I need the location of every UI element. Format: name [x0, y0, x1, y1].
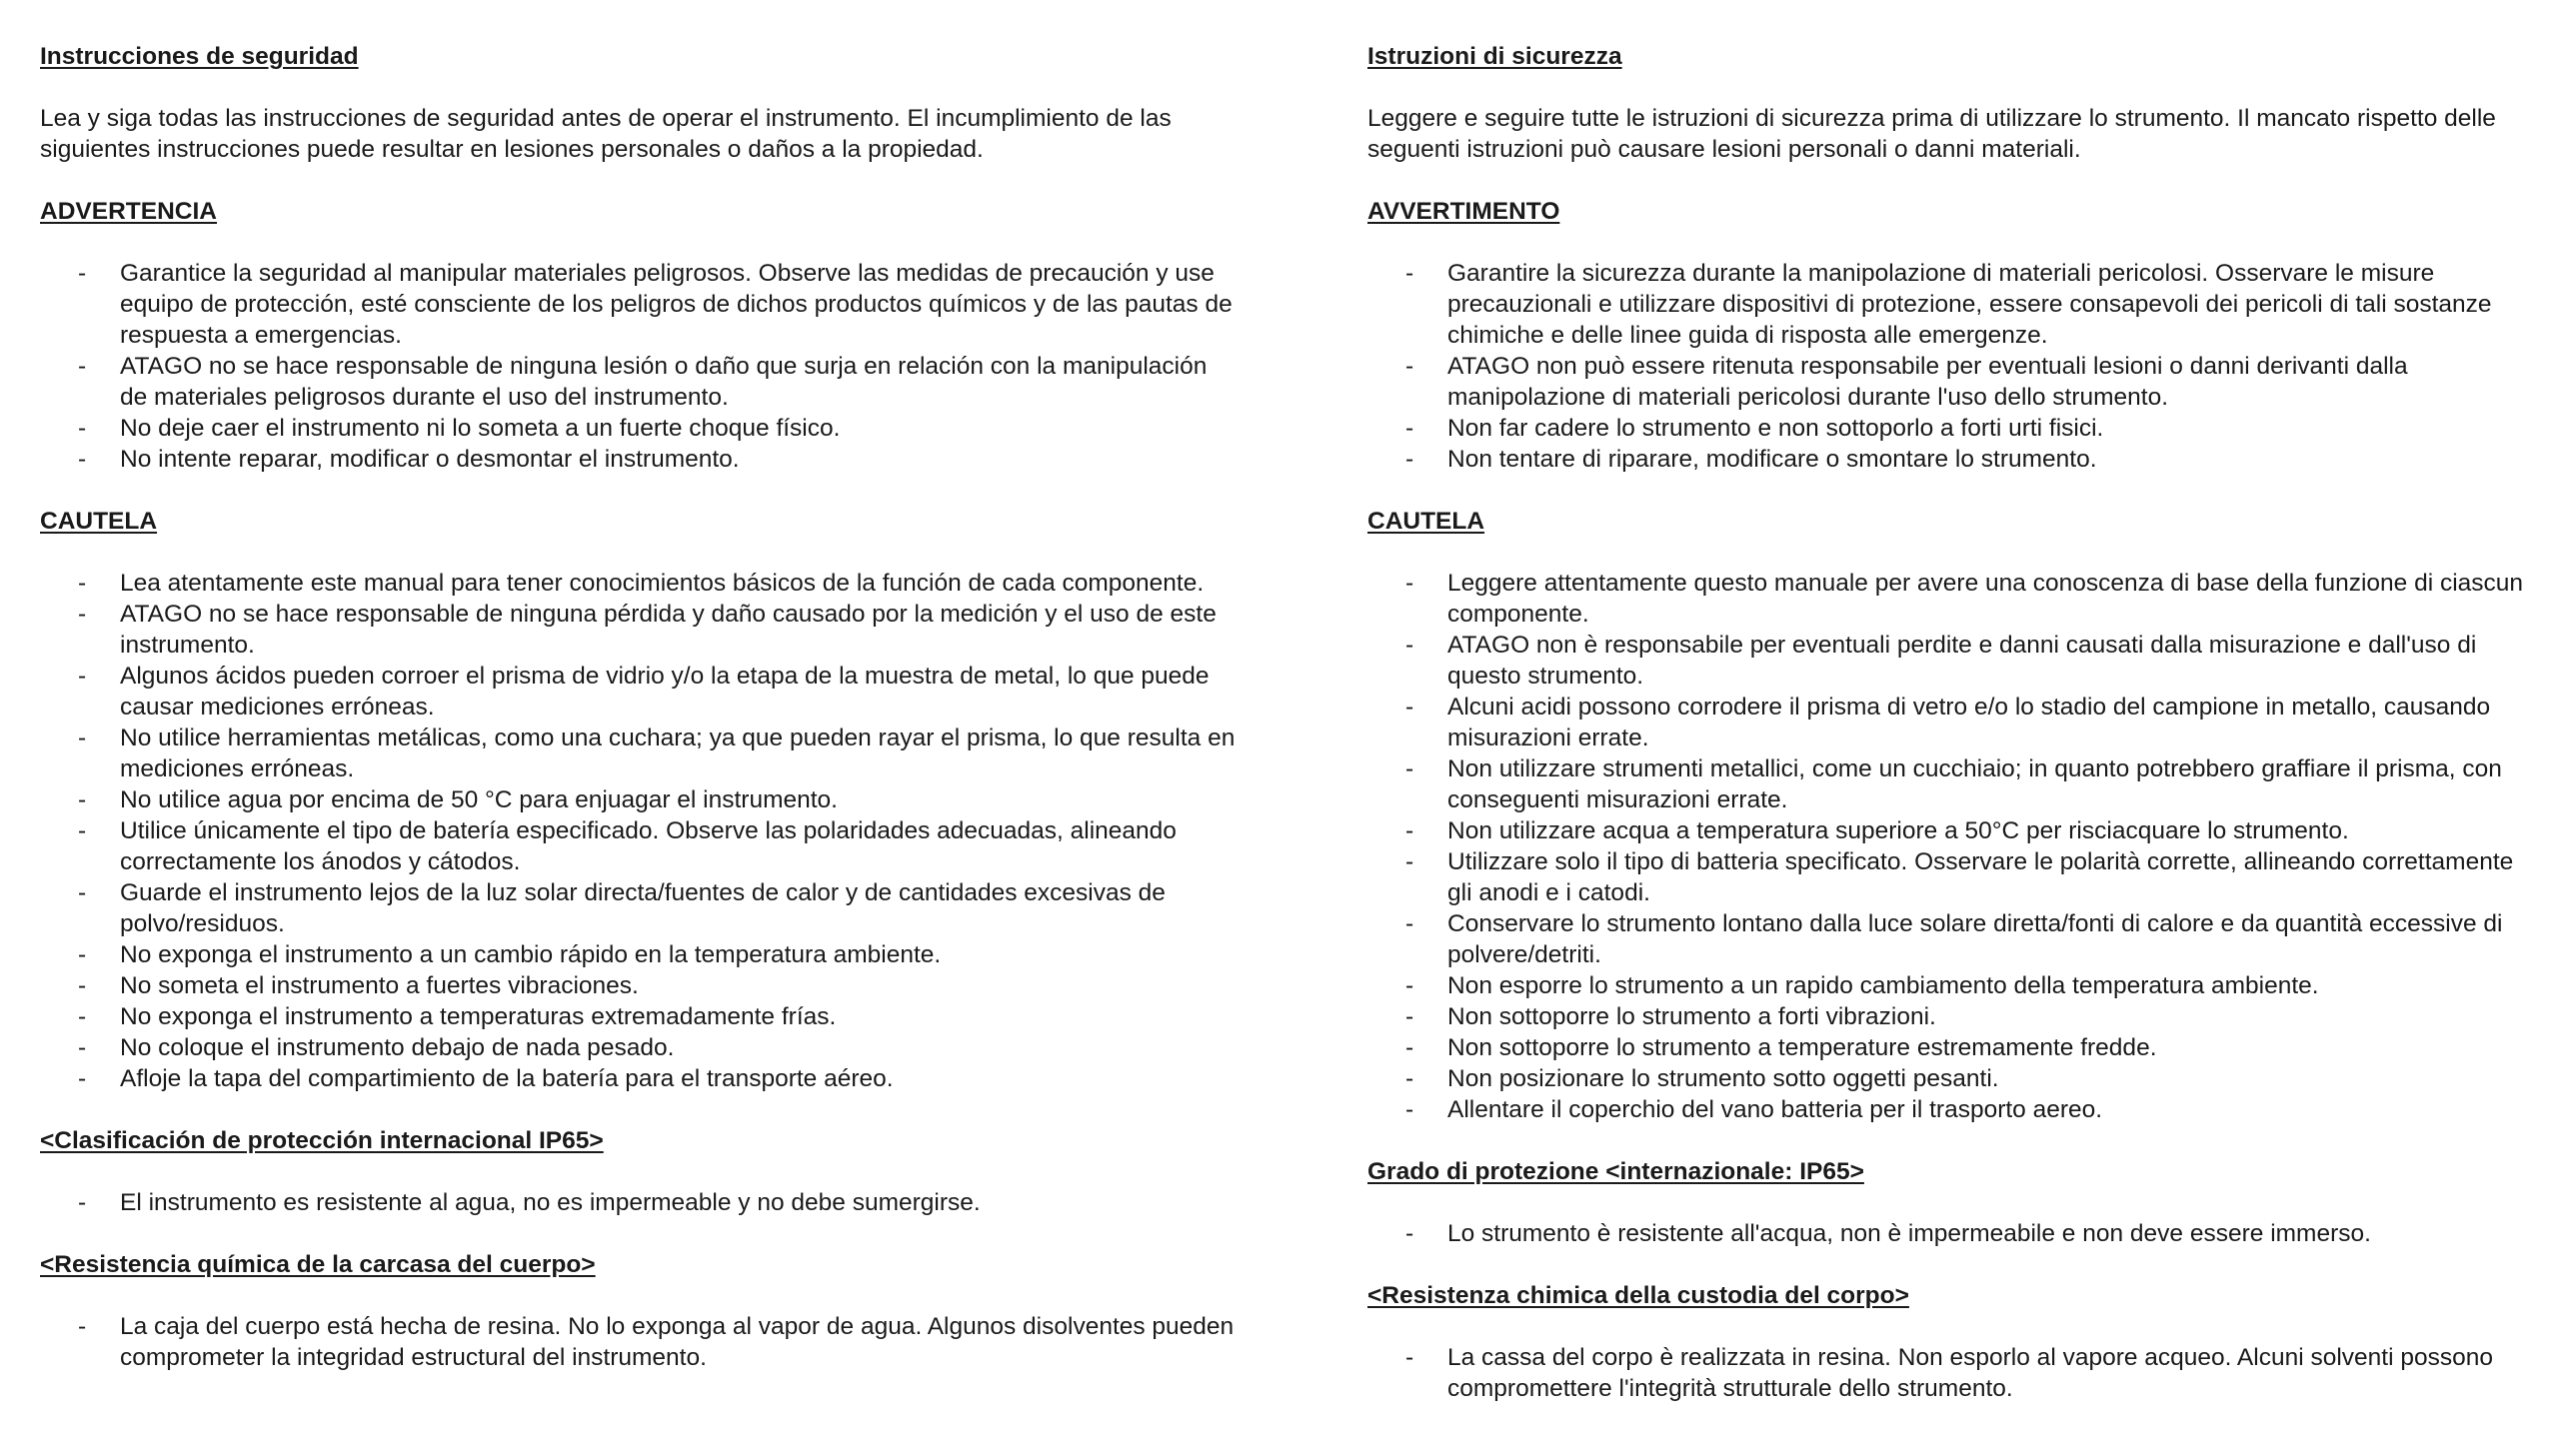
dash-bullet: - — [78, 1003, 87, 1030]
list-item-text: El instrumento es resistente al agua, no es impermeable y no debe sumergirse. — [120, 1189, 981, 1216]
list-item-text: Allentare il coperchio del vano batteria per il trasporto aereo. — [1447, 1096, 2103, 1123]
dash-bullet: - — [1405, 1034, 1414, 1061]
dash-bullet: - — [78, 1034, 87, 1061]
list-item-text: No exponga el instrumento a temperaturas extremadamente frías. — [120, 1003, 837, 1030]
list-item-text: Lo strumento è resistente all'acqua, non è impermeabile e non deve essere immerso. — [1447, 1220, 2371, 1247]
list-item-text: Non utilizzare strumenti metallici, come un cucchiaio; in quanto potrebbero graffiare il prisma, con conseguenti misurazioni errate. — [1447, 755, 2502, 813]
list-item — [1367, 568, 2537, 630]
dash-bullet: - — [78, 415, 87, 442]
list-item-text: ATAGO non può essere ritenuta responsabile per eventuali lesioni o danni derivanti dalla manipolazione di materiali pericolosi durante l'uso dello strumento. — [1447, 353, 2408, 411]
list-item — [40, 939, 1240, 970]
dash-bullet: - — [78, 446, 87, 473]
warning-list — [40, 258, 1240, 475]
list-item — [40, 1187, 1240, 1218]
intro-paragraph: Leggere e seguire tutte le istruzioni di sicurezza prima di utilizzare lo strumento. Il mancato rispetto delle seguenti istruzioni può causare lesioni personali o danni materiali. — [1367, 105, 2496, 163]
spanish-column — [40, 41, 1240, 1373]
list-item-text: La caja del cuerpo está hecha de resina. No lo exponga al vapor de agua. Algunos disolventes pueden comprometer la integridad estructural del instrumento. — [120, 1313, 1235, 1371]
dash-bullet: - — [78, 601, 87, 628]
list-item-text: Alcuni acidi possono corrodere il prisma di vetro e/o lo stadio del campione in metallo, causando misurazioni errate. — [1447, 694, 2491, 751]
warning-list — [1367, 258, 2537, 475]
list-item-text: No utilice agua por encima de 50 °C para enjuagar el instrumento. — [120, 786, 838, 813]
list-item-text: Garantice la seguridad al manipular materiales peligrosos. Observe las medidas de precaución y use equipo de protección, esté consciente de los peligros de dichos productos químicos y de las pautas de respuesta a emergencias. — [120, 260, 1233, 349]
dash-bullet: - — [78, 941, 87, 968]
dash-bullet: - — [1405, 910, 1414, 937]
list-item — [40, 258, 1240, 351]
list-item — [40, 444, 1240, 475]
list-item — [1367, 444, 2537, 475]
list-item-text: No intente reparar, modificar o desmontar el instrumento. — [120, 446, 740, 473]
list-item-text: ATAGO no se hace responsable de ninguna pérdida y daño causado por la medición y el uso de este instrumento. — [120, 601, 1217, 659]
list-item-text: Non utilizzare acqua a temperatura superiore a 50°C per risciacquare lo strumento. — [1447, 817, 2349, 844]
dash-bullet: - — [1405, 755, 1414, 782]
list-item — [1367, 1094, 2537, 1125]
list-item — [1367, 815, 2537, 846]
list-item-text: Guarde el instrumento lejos de la luz solar directa/fuentes de calor y de cantidades excesivas de polvo/residuos. — [120, 879, 1166, 937]
list-item — [1367, 970, 2537, 1001]
list-item — [40, 351, 1240, 413]
list-item — [40, 568, 1240, 599]
caution-heading: CAUTELA — [40, 508, 158, 535]
list-item — [40, 1063, 1240, 1094]
list-item — [1367, 692, 2537, 753]
list-item-text: Conservare lo strumento lontano dalla luce solare diretta/fonti di calore e da quantità eccessive di polvere/detriti. — [1447, 910, 2503, 968]
dash-bullet: - — [78, 1065, 87, 1092]
dash-bullet: - — [1405, 415, 1414, 442]
dash-bullet: - — [1405, 1220, 1414, 1247]
dash-bullet: - — [78, 725, 87, 751]
ip65-list — [40, 1187, 1240, 1218]
ip65-heading: Grado di protezione <internazionale: IP65> — [1367, 1158, 1864, 1185]
list-item — [40, 661, 1240, 723]
list-item — [1367, 258, 2537, 351]
dash-bullet: - — [78, 817, 87, 844]
list-item-text: Non sottoporre lo strumento a forti vibrazioni. — [1447, 1003, 1936, 1030]
chemical-resistance-heading: <Resistenza chimica della custodia del corpo> — [1367, 1282, 1909, 1309]
list-item — [40, 413, 1240, 444]
dash-bullet: - — [78, 972, 87, 999]
list-item-text: No exponga el instrumento a un cambio rápido en la temperatura ambiente. — [120, 941, 942, 968]
dash-bullet: - — [78, 570, 87, 597]
dash-bullet: - — [78, 260, 87, 287]
list-item-text: Garantire la sicurezza durante la manipolazione di materiali pericolosi. Osservare le misure precauzionali e utilizzare dispositivi di protezione, essere consapevoli dei pericoli di tali sostanze chimiche e delle linee guida di risposta alle emergenze. — [1447, 260, 2492, 349]
list-item — [40, 723, 1240, 784]
dash-bullet: - — [1405, 1065, 1414, 1092]
ip65-list — [1367, 1218, 2537, 1249]
list-item-text: Non tentare di riparare, modificare o smontare lo strumento. — [1447, 446, 2097, 473]
intro-paragraph: Lea y siga todas las instrucciones de seguridad antes de operar el instrumento. El incumplimiento de las siguientes instrucciones puede resultar en lesiones personales o daños a la propiedad. — [40, 105, 1172, 163]
list-item — [40, 970, 1240, 1001]
list-item — [40, 815, 1240, 877]
list-item — [40, 784, 1240, 815]
list-item-text: Non esporre lo strumento a un rapido cambiamento della temperatura ambiente. — [1447, 972, 2319, 999]
list-item-text: Utilizzare solo il tipo di batteria specificato. Osservare le polarità corrette, allineando correttamente gli anodi e i catodi. — [1447, 848, 2514, 906]
dash-bullet: - — [1405, 848, 1414, 875]
chemical-resistance-list — [1367, 1342, 2537, 1404]
dash-bullet: - — [78, 879, 87, 906]
list-item-text: No deje caer el instrumento ni lo someta a un fuerte choque físico. — [120, 415, 841, 442]
list-item — [1367, 630, 2537, 692]
dash-bullet: - — [1405, 353, 1414, 380]
list-item — [1367, 1001, 2537, 1032]
dash-bullet: - — [1405, 1003, 1414, 1030]
list-item — [1367, 1342, 2537, 1404]
warning-heading: AVVERTIMENTO — [1367, 198, 1560, 225]
list-item — [1367, 1218, 2537, 1249]
dash-bullet: - — [78, 1313, 87, 1340]
section-title: Istruzioni di sicurezza — [1367, 43, 1622, 70]
dash-bullet: - — [1405, 1096, 1414, 1123]
list-item — [40, 1001, 1240, 1032]
dash-bullet: - — [1405, 570, 1414, 597]
dash-bullet: - — [78, 1189, 87, 1216]
warning-heading: ADVERTENCIA — [40, 198, 217, 225]
italian-column — [1367, 41, 2537, 1404]
caution-heading: CAUTELA — [1367, 508, 1485, 535]
list-item — [40, 1311, 1240, 1373]
dash-bullet: - — [1405, 972, 1414, 999]
list-item-text: La cassa del corpo è realizzata in resina. Non esporlo al vapore acqueo. Alcuni solventi possono compromettere l'integrità strutturale dello strumento. — [1447, 1344, 2493, 1402]
list-item-text: Non posizionare lo strumento sotto oggetti pesanti. — [1447, 1065, 1999, 1092]
list-item-text: Algunos ácidos pueden corroer el prisma de vidrio y/o la etapa de la muestra de metal, lo que puede causar mediciones erróneas. — [120, 663, 1210, 721]
dash-bullet: - — [1405, 632, 1414, 659]
list-item — [1367, 1032, 2537, 1063]
dash-bullet: - — [1405, 694, 1414, 721]
list-item-text: Afloje la tapa del compartimiento de la batería para el transporte aéreo. — [120, 1065, 894, 1092]
dash-bullet: - — [1405, 446, 1414, 473]
list-item — [40, 1032, 1240, 1063]
list-item — [1367, 1063, 2537, 1094]
list-item — [40, 599, 1240, 661]
chemical-resistance-list — [40, 1311, 1240, 1373]
chemical-resistance-heading: <Resistencia química de la carcasa del cuerpo> — [40, 1251, 596, 1278]
list-item-text: No someta el instrumento a fuertes vibraciones. — [120, 972, 639, 999]
list-item — [1367, 846, 2537, 908]
list-item-text: Leggere attentamente questo manuale per avere una conoscenza di base della funzione di ciascun componente. — [1447, 570, 2524, 628]
dash-bullet: - — [78, 663, 87, 690]
list-item-text: ATAGO no se hace responsable de ninguna lesión o daño que surja en relación con la manipulación de materiales peligrosos durante el uso del instrumento. — [120, 353, 1208, 411]
list-item-text: Non sottoporre lo strumento a temperature estremamente fredde. — [1447, 1034, 2157, 1061]
list-item-text: Utilice únicamente el tipo de batería especificado. Observe las polaridades adecuadas, alineando correctamente los ánodos y cátodos. — [120, 817, 1177, 875]
list-item — [1367, 413, 2537, 444]
list-item-text: Lea atentamente este manual para tener conocimientos básicos de la función de cada componente. — [120, 570, 1205, 597]
list-item-text: ATAGO non è responsabile per eventuali perdite e danni causati dalla misurazione e dall'uso di questo strumento. — [1447, 632, 2477, 690]
list-item — [1367, 753, 2537, 815]
dash-bullet: - — [78, 786, 87, 813]
list-item-text: Non far cadere lo strumento e non sottoporlo a forti urti fisici. — [1447, 415, 2104, 442]
dash-bullet: - — [1405, 260, 1414, 287]
dash-bullet: - — [1405, 1344, 1414, 1371]
list-item-text: No coloque el instrumento debajo de nada pesado. — [120, 1034, 675, 1061]
list-item — [1367, 908, 2537, 970]
list-item — [1367, 351, 2537, 413]
dash-bullet: - — [1405, 817, 1414, 844]
caution-list — [1367, 568, 2537, 1125]
caution-list — [40, 568, 1240, 1094]
list-item-text: No utilice herramientas metálicas, como una cuchara; ya que pueden rayar el prisma, lo que resulta en mediciones erróneas. — [120, 725, 1236, 782]
ip65-heading: <Clasificación de protección internacional IP65> — [40, 1127, 604, 1154]
dash-bullet: - — [78, 353, 87, 380]
list-item — [40, 877, 1240, 939]
section-title: Instrucciones de seguridad — [40, 43, 359, 70]
